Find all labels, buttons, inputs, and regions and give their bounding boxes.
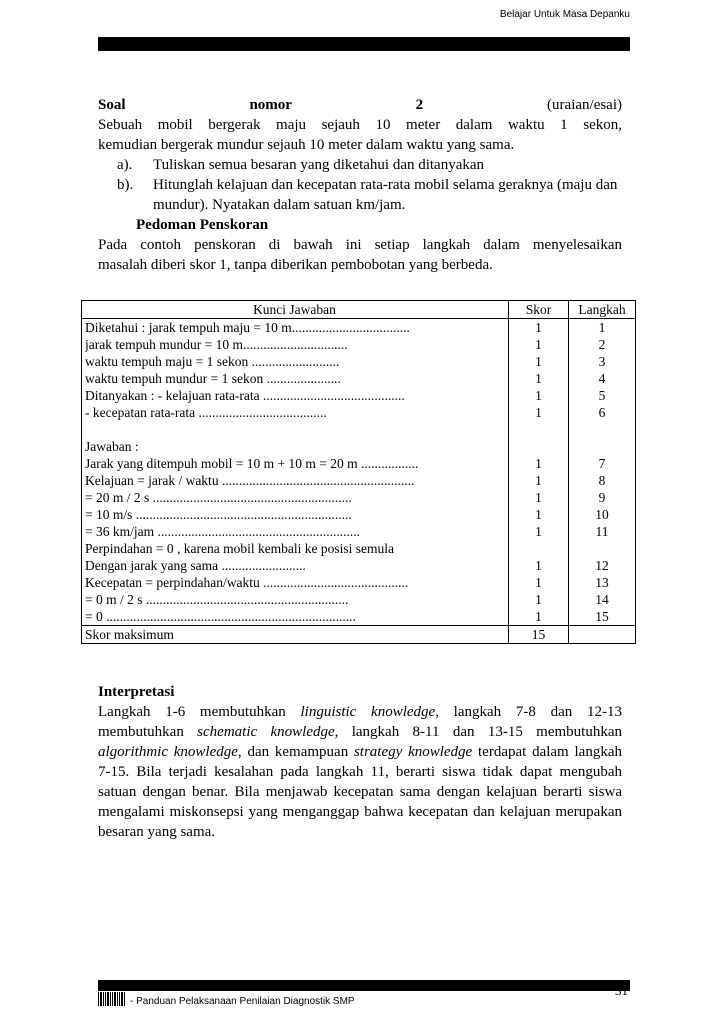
table-row-skor: 1 (535, 507, 542, 522)
table-row-text: waktu tempuh mundur = 1 sekon ...................... (85, 371, 341, 386)
table-row-langkah: 1 (598, 320, 606, 335)
table-footer-row (82, 626, 636, 644)
table-row-langkah (569, 540, 635, 557)
table-row-langkah: 3 (598, 354, 606, 369)
interp-text-1: Langkah 1-6 membutuhkan (98, 704, 301, 720)
table-row-text: = 10 m/s ................................................................ (85, 507, 352, 522)
pedoman-heading: Pedoman Penskoran (136, 217, 269, 233)
table-row-text: Ditanyakan : - kelajuan rata-rata .......................................... (85, 388, 405, 403)
table-header-row (82, 301, 636, 319)
table-row-langkah: 9 (598, 490, 606, 505)
interp-em-1: linguistic knowledge (300, 704, 436, 720)
table-row-skor: 1 (535, 609, 542, 624)
interp-em-2: schematic knowledge (197, 724, 335, 740)
table-row-skor: 1 (535, 592, 542, 607)
table-row-langkah: 6 (598, 405, 606, 420)
kunci-column (82, 319, 509, 626)
table-row-skor: 1 (535, 388, 542, 403)
table-row-langkah: 4 (598, 371, 606, 386)
footer-bar (98, 980, 630, 991)
table-row-text: Dengan jarak yang sama ......................... (85, 558, 306, 573)
table-row-text (85, 421, 504, 438)
interp-text-2: , langkah 7-8 dan 12-13 membutuhkan (98, 704, 622, 740)
table-row-skor: 1 (535, 371, 542, 386)
header-skor: Skor (509, 301, 569, 319)
interp-text-4: , dan kemampuan (237, 744, 354, 760)
item-b-text: Hitunglah kelajuan dan kecepatan rata-rata mobil selama geraknya (maju dan mundur). Nyatakan dalam satuan km/jam. (153, 177, 618, 213)
barcode-icon (98, 992, 126, 1006)
header-langkah: Langkah (569, 301, 636, 319)
question-line-2: kemudian bergerak mundur sejauh 10 meter dalam waktu yang sama. (98, 137, 515, 153)
table-row-text: Kecepatan = perpindahan/waktu ........................................... (85, 575, 409, 590)
table-row-skor (509, 438, 568, 455)
table-row-langkah (569, 438, 635, 455)
table-row-langkah: 14 (595, 592, 609, 607)
table-row-langkah: 2 (598, 337, 606, 352)
question-item-a (98, 155, 622, 175)
table-row-text: Kelajuan = jarak / waktu ......................................................... (85, 473, 415, 488)
skor-column (509, 319, 569, 626)
table-row-text: waktu tempuh maju = 1 sekon .......................... (85, 354, 340, 369)
table-row-skor: 1 (535, 354, 542, 369)
scoring-table (81, 300, 636, 644)
table-row-langkah: 5 (598, 388, 606, 403)
table-row-langkah: 13 (595, 575, 609, 590)
table-row-text: - kecepatan rata-rata ...................................... (85, 405, 327, 420)
table-row-skor: 1 (535, 558, 542, 573)
table-row-skor: 1 (535, 490, 542, 505)
table-row-text: Diketahui : jarak tempuh maju = 10 m................................... (85, 320, 410, 335)
table-row-langkah: 12 (595, 558, 609, 573)
interp-em-4: strategy knowledge (353, 744, 473, 760)
table-row-text: = 36 km/jam ............................................................ (85, 524, 360, 539)
table-row-langkah: 10 (595, 507, 609, 522)
question-item-b (98, 175, 622, 215)
interp-text-3: , langkah 8-11 dan 13-15 membutuhkan (334, 724, 622, 740)
table-row-skor: 1 (535, 320, 542, 335)
header-title: Belajar Untuk Masa Depanku (499, 9, 630, 20)
header-bar (98, 37, 630, 51)
table-row-langkah: 7 (598, 456, 606, 471)
footer-text: - Panduan Pelaksanaan Penilaian Diagnostik SMP (130, 996, 355, 1007)
table-row-langkah: 15 (595, 609, 609, 624)
interp-em-3: algorithmic knowledge (98, 744, 238, 760)
item-a-text: Tuliskan semua besaran yang diketahui dan ditanyakan (153, 157, 485, 173)
footer-langkah (569, 626, 636, 644)
question-section (98, 95, 622, 275)
table-row-langkah: 11 (595, 524, 609, 539)
table-row-skor: 1 (535, 575, 542, 590)
item-a-label: a). (117, 157, 133, 173)
table-row-skor (509, 421, 568, 438)
question-line-1: Sebuah mobil bergerak maju sejauh 10 meter dalam waktu 1 sekon, (98, 117, 622, 133)
table-row-skor: 1 (535, 473, 542, 488)
table-row-text: jarak tempuh mundur = 10 m............................... (85, 337, 348, 352)
pedoman-line-2: masalah diberi skor 1, tanpa diberikan pembobotan yang berbeda. (98, 257, 493, 273)
table-row-text: Jarak yang ditempuh mobil = 10 m + 10 m = 20 m ................. (85, 456, 419, 471)
table-row-langkah: 8 (598, 473, 606, 488)
table-row-text: = 0 m / 2 s ............................................................ (85, 592, 349, 607)
table-row-skor: 1 (535, 524, 542, 539)
footer-skor: 15 (509, 626, 569, 644)
question-heading-note: (uraian/esai) (547, 97, 623, 113)
item-b-label: b). (117, 177, 134, 193)
table-row-text: Perpindahan = 0 , karena mobil kembali ke posisi semula (85, 541, 395, 556)
table-row-skor (509, 540, 568, 557)
footer-label: Skor maksimum (82, 626, 509, 644)
interpretation-paragraph (98, 702, 622, 842)
interpretation-heading: Interpretasi (98, 684, 175, 700)
interp-text-5: terdapat dalam langkah 7-15. Bila terjadi kesalahan pada langkah 11, berarti siswa tidak dapat mengubah satuan dengan benar. Bila menjawab kecepatan sama dengan kelajuan berarti siswa mengalami miskonsepsi yang menganggap bahwa kecepatan dan kelajuan merupakan besaran yang sama. (98, 744, 622, 840)
table-row-text: = 0 .......................................................................... (85, 609, 356, 624)
table-row-langkah (569, 421, 635, 438)
table-row-text: Jawaban : (85, 439, 139, 454)
header-kunci: Kunci Jawaban (82, 301, 509, 319)
table-row-skor: 1 (535, 337, 542, 352)
table-row-text: = 20 m / 2 s ........................................................... (85, 490, 352, 505)
langkah-column (569, 319, 636, 626)
table-row-skor: 1 (535, 405, 542, 420)
table-row-skor: 1 (535, 456, 542, 471)
table-body-row (82, 319, 636, 626)
pedoman-line-1: Pada contoh penskoran di bawah ini setiap langkah dalam menyelesaikan (98, 237, 622, 253)
question-heading: Soal nomor 2 (98, 97, 424, 113)
interpretation-section (98, 682, 622, 842)
